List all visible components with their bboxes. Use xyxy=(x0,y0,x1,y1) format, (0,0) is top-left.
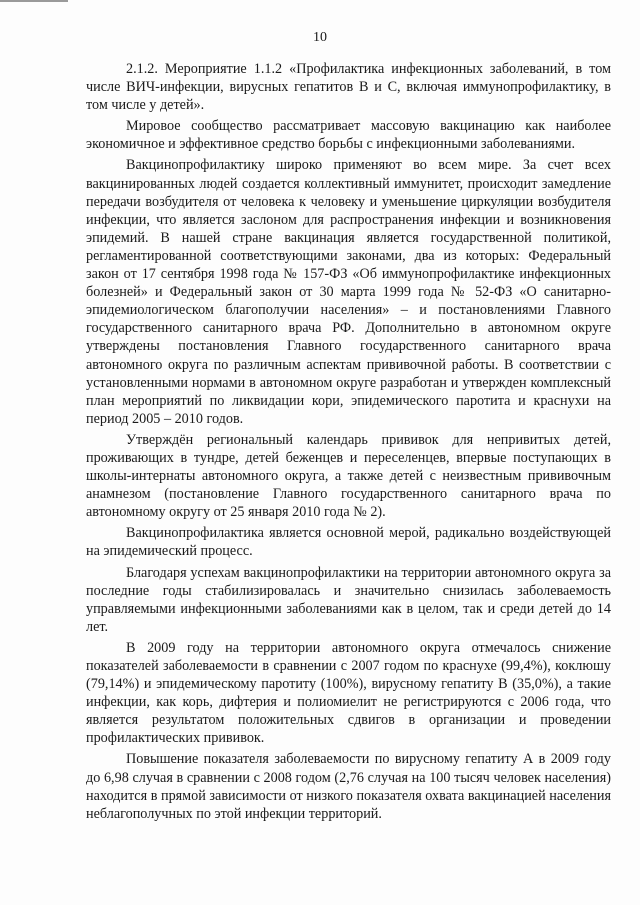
paragraph: Утверждён региональный календарь прививок для непривитых детей, проживающих в тундре, детей беженцев и переселенцев, впервые поступающих в школы-интернаты автономного округа, а также детей с неизвестным прививочным анамнезом (постановление Главного государственного санитарного врача по автономному округу от 25 января 2010 года № 2). xyxy=(86,431,611,521)
paragraph: Мировое сообщество рассматривает массовую вакцинацию как наиболее экономичное и эффективное средство борьбы с инфекционными заболеваниями. xyxy=(86,118,611,153)
paragraph: Вакцинопрофилактика является основной мерой, радикально воздействующей на эпидемический процесс. xyxy=(86,525,611,560)
paragraph: Повышение показателя заболеваемости по вирусному гепатиту А в 2009 году до 6,98 случая в сравнении с 2008 годом (2,76 случая на 100 тысяч человек населения) находится в прямой зависимости от низкого показателя охвата вакцинацией населения неблагополучных по этой инфекции территорий. xyxy=(86,751,611,822)
paragraph-section-heading: 2.1.2. Мероприятие 1.1.2 «Профилактика инфекционных заболеваний, в том числе ВИЧ-инфекции, вирусных гепатитов В и С, включая иммунопрофилактику, в том числе у детей». xyxy=(86,61,611,114)
page-number: 10 xyxy=(313,30,327,45)
document-body xyxy=(86,60,611,826)
scan-edge-mark xyxy=(0,0,68,2)
paragraph: Благодаря успехам вакцинопрофилактики на территории автономного округа за последние годы стабилизировалась и значительно снизилась заболеваемость управляемыми инфекционными заболеваниями как в целом, так и среди детей до 14 лет. xyxy=(86,564,611,635)
paragraph: Вакцинопрофилактику широко применяют во всем мире. За счет всех вакцинированных людей создается коллективный иммунитет, происходит замедление передачи возбудителя от человека к человеку и уменьшение циркуляции возбудителя инфекции, что является заслоном для распространения инфекции и возникновения эпидемий. В нашей стране вакцинация является государственной политикой, регламентированной соответствующими законами, два из которых: Федеральный закон от 17 сентября 1998 года № 157-ФЗ «Об иммунопрофилактике инфекционных болезней» и Федеральный закон от 30 марта 1999 года № 52-ФЗ «О санитарно-эпидемиологическом благополучии населения» – и постановлениями Главного государственного санитарного врача РФ. Дополнительно в автономном округе утверждены постановления Главного государственного санитарного врача автономного округа по различным аспектам прививочной работы. В соответствии с установленными нормами в автономном округе разработан и утвержден комплексный план мероприятий по ликвидации кори, эпидемического паротита и краснухи на период 2005 – 2010 годов. xyxy=(86,157,611,427)
paragraph: В 2009 году на территории автономного округа отмечалось снижение показателей заболеваемости в сравнении с 2007 годом по краснухе (99,4%), коклюшу (79,14%) и эпидемическому паротиту (100%), вирусному гепатиту В (35,0%), а такие инфекции, как корь, дифтерия и полиомиелит не регистрируются с 2006 года, что является результатом положительных сдвигов в организации и проведении профилактических прививок. xyxy=(86,639,611,747)
